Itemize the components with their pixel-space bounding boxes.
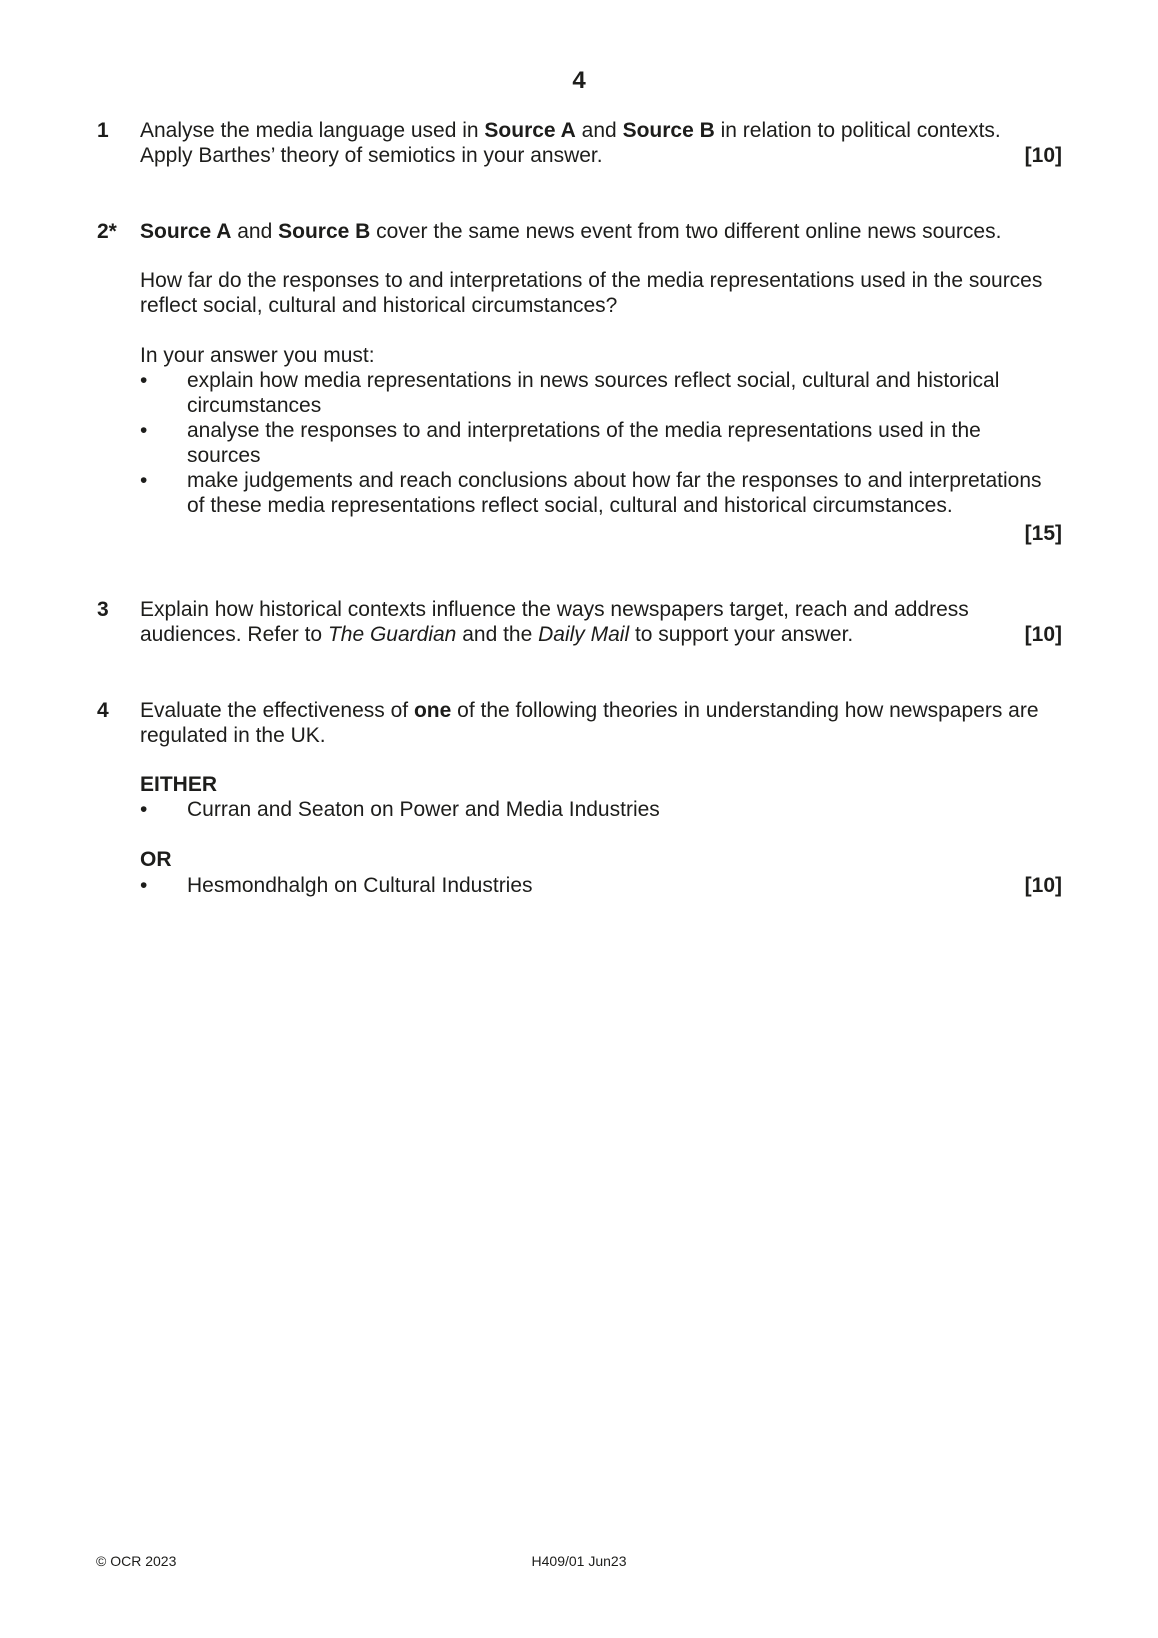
- question-2-para2-line-1: How far do the responses to and interpretations of the media representations used in the sources: [140, 269, 1043, 292]
- question-2-bullet-2-line-1: analyse the responses to and interpretations of the media representations used in the: [187, 419, 981, 442]
- either-label: EITHER: [140, 773, 218, 796]
- question-3: [97, 597, 1062, 647]
- question-4-mark: [10]: [1024, 874, 1062, 897]
- question-1-line-2: Apply Barthes’ theory of semiotics in your answer.: [140, 144, 603, 167]
- question-4-number: 4: [97, 699, 109, 722]
- bullet-marker: •: [140, 419, 148, 442]
- question-2-requirements: [97, 343, 1062, 518]
- question-4-or: [97, 847, 1062, 872]
- question-2-bullet-2-line-2: sources: [187, 444, 261, 467]
- question-4: [97, 698, 1062, 748]
- question-2-bullet-3-line-1: make judgements and reach conclusions about how far the responses to and interpretations: [187, 469, 1042, 492]
- question-1-number: 1: [97, 119, 109, 142]
- question-4-line-1: Evaluate the effectiveness of one of the following theories in understanding how newspapers are: [140, 699, 1039, 722]
- question-2-mark: [15]: [1024, 522, 1062, 545]
- copyright-notice: © OCR 2023: [96, 1553, 177, 1569]
- bullet-marker: •: [140, 469, 148, 492]
- or-label: OR: [140, 848, 172, 871]
- question-4-either: [97, 772, 1062, 797]
- bullet-marker: •: [140, 369, 148, 392]
- question-3-line-2: audiences. Refer to The Guardian and the Daily Mail to support your answer.: [140, 623, 854, 646]
- either-bullet: [140, 797, 1062, 822]
- question-2-must-line: In your answer you must:: [140, 344, 375, 367]
- question-2-bullet-1-line-2: circumstances: [187, 394, 322, 417]
- question-2-bullet-3-line-2: of these media representations reflect social, cultural and historical circumstances.: [187, 494, 953, 517]
- question-2-bullet-1-line-1: explain how media representations in news sources reflect social, cultural and historical: [187, 369, 1000, 392]
- question-2-bullet-2: [140, 418, 1062, 468]
- question-2-mark-row: [97, 521, 1062, 546]
- question-1: [97, 118, 1062, 168]
- question-2-para2-line-2: reflect social, cultural and historical circumstances?: [140, 294, 618, 317]
- question-4-line-2: regulated in the UK.: [140, 724, 326, 747]
- bullet-marker: •: [140, 874, 148, 897]
- question-2-paragraph-2: [97, 268, 1062, 318]
- question-4-or-option: [97, 873, 1062, 898]
- question-3-mark: [10]: [1024, 623, 1062, 646]
- question-4-either-option: [97, 797, 1062, 822]
- question-2-number: 2*: [97, 220, 117, 243]
- question-1-line-1: Analyse the media language used in Source A and Source B in relation to political contexts.: [140, 119, 1001, 142]
- question-1-mark: [10]: [1024, 144, 1062, 167]
- question-3-line-1: Explain how historical contexts influence the ways newspapers target, reach and address: [140, 598, 969, 621]
- or-bullet: [140, 873, 1062, 898]
- question-2: [97, 219, 1062, 244]
- question-2-bullet-1: [140, 368, 1062, 418]
- paper-reference: H409/01 Jun23: [531, 1553, 627, 1569]
- bullet-marker: •: [140, 798, 148, 821]
- question-2-bullet-3: [140, 468, 1062, 518]
- either-bullet-text: Curran and Seaton on Power and Media Industries: [187, 798, 660, 821]
- question-2-intro: Source A and Source B cover the same news event from two different online news sources.: [140, 220, 1002, 243]
- question-3-number: 3: [97, 598, 109, 621]
- page-number: 4: [572, 67, 586, 94]
- or-bullet-text: Hesmondhalgh on Cultural Industries: [187, 874, 533, 897]
